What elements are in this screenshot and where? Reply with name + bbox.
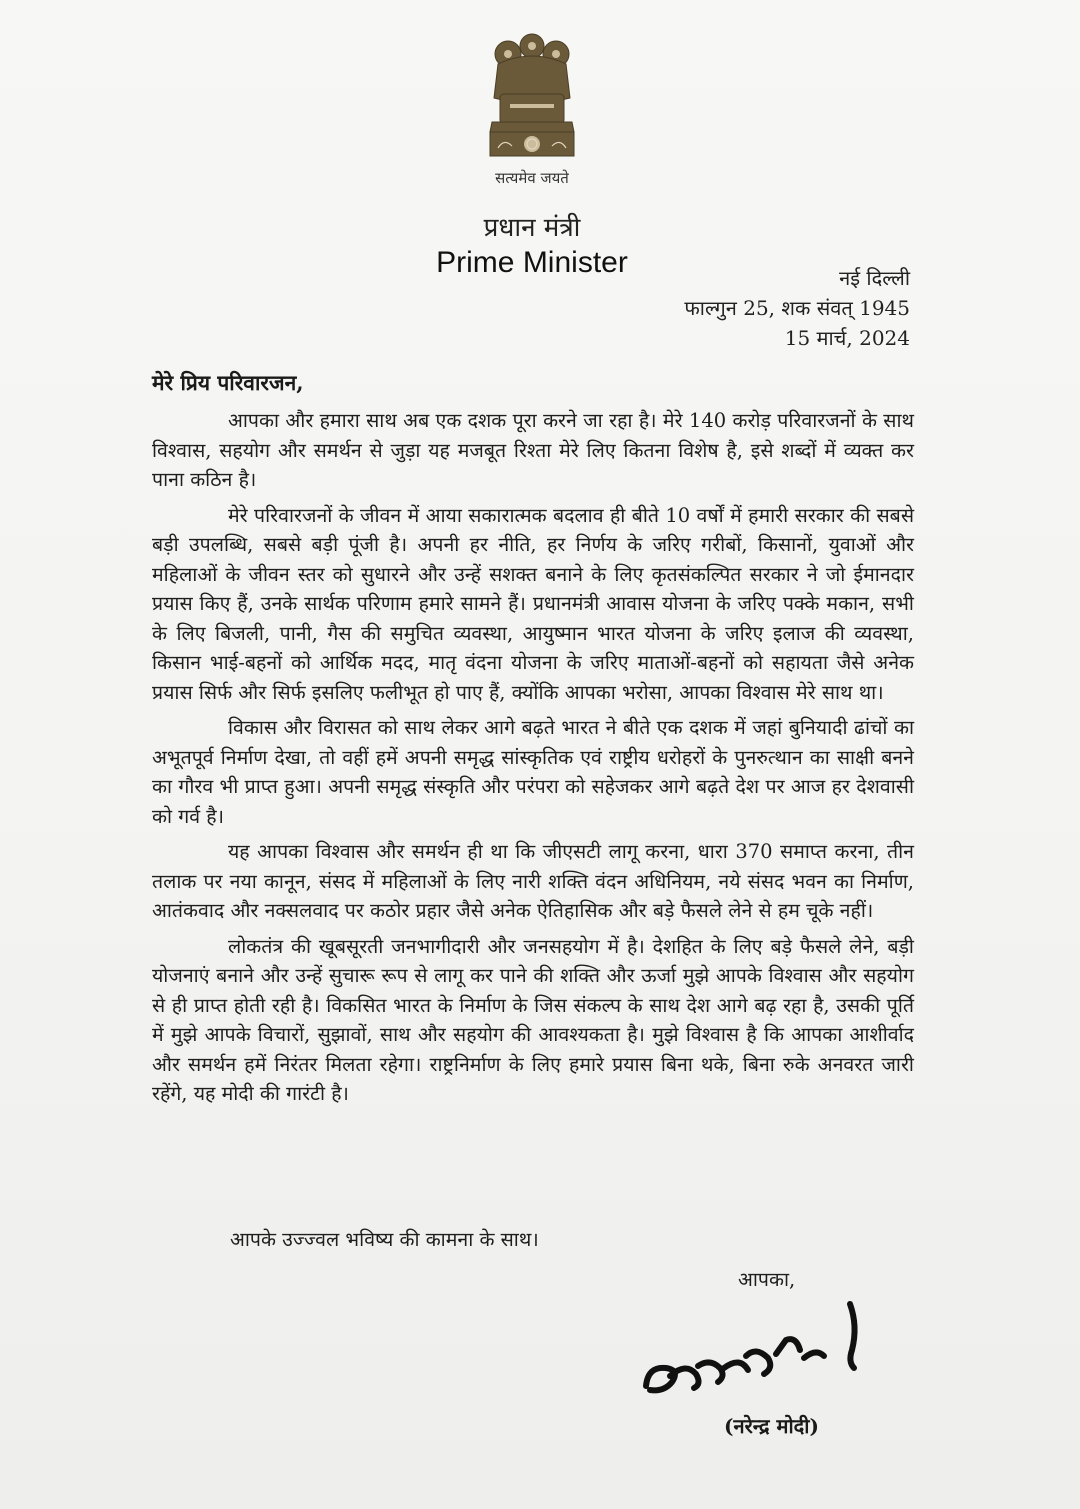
paragraph: विकास और विरासत को साथ लेकर आगे बढ़ते भारत ने बीते एक दशक में जहां बुनियादी ढांचों का अभूतपूर्व निर्माण देखा, तो वहीं हमें अपनी समृद्ध सांस्कृतिक एवं राष्ट्रीय धरोहरों के पुनरुत्थान का साक्षी बनने का गौरव भी प्राप्त हुआ। अपनी समृद्ध संस्कृति और परंपरा को सहेजकर आगे बढ़ते देश पर आज हर देशवासी को गर्व है। — [152, 716, 914, 828]
paragraph: यह आपका विश्वास और समर्थन ही था कि जीएसटी लागू करना, धारा 370 समाप्त करना, तीन तलाक पर नया कानून, संसद में महिलाओं के लिए नारी शक्ति वंदन अधिनियम, नये संसद भवन का निर्माण, आतंकवाद और नक्सलवाद पर कठोर प्रहार जैसे अनेक ऐतिहासिक और बड़े फैसले लेने से हम चूके नहीं। — [152, 840, 914, 922]
signatory-name: (नरेन्द्र मोदी) — [724, 1414, 819, 1438]
lion-capital-emblem-icon — [478, 28, 586, 188]
salutation: मेरे प्रिय परिवारजन, — [152, 370, 304, 395]
emblem-motto: सत्यमेव जयते — [495, 169, 569, 187]
date-gregorian: 15 मार्च, 2024 — [784, 326, 910, 350]
handwritten-signature-icon — [636, 1296, 866, 1400]
paragraph: आपका और हमारा साथ अब एक दशक पूरा करने जा रहा है। मेरे 140 करोड़ परिवारजनों के साथ विश्वास, सहयोग और समर्थन से जुड़ा यह मजबूत रिश्ता मेरे लिए कितना विशेष है, इसे शब्दों में व्यक्त कर पाना कठिन है। — [152, 409, 914, 491]
date-saka: फाल्गुन 25, शक संवत् 1945 — [684, 296, 910, 320]
yours-line: आपका, — [738, 1268, 796, 1291]
closing-line: आपके उज्ज्वल भविष्य की कामना के साथ। — [230, 1228, 539, 1251]
paragraph: मेरे परिवारजनों के जीवन में आया सकारात्मक बदलाव ही बीते 10 वर्षों में हमारी सरकार की सबसे बड़ी उपलब्धि, सबसे बड़ी पूंजी है। अपनी हर नीति, हर निर्णय के जरिए गरीबों, किसानों, युवाओं और महिलाओं के जीवन स्तर को सुधारने और उन्हें सशक्त बनाने के लिए कृतसंकल्पित सरकार ने जो ईमानदार प्रयास किए हैं, उनके सार्थक परिणाम हमारे सामने हैं। प्रधानमंत्री आवास योजना के जरिए पक्के मकान, सभी के लिए बिजली, पानी, गैस की समुचित व्यवस्था, आयुष्मान भारत योजना के जरिए इलाज की व्यवस्था, किसान भाई-बहनों को आर्थिक मदद, मातृ वंदना योजना के जरिए माताओं-बहनों को सहायता जैसे अनेक प्रयास सिर्फ और सिर्फ इसलिए फलीभूत हो पाए हैं, क्योंकि आपका भरोसा, आपका विश्वास मेरे साथ था। — [152, 503, 914, 704]
title-hindi: प्रधान मंत्री — [483, 213, 581, 243]
paragraph: लोकतंत्र की खूबसूरती जनभागीदारी और जनसहयोग में है। देशहित के लिए बड़े फैसले लेने, बड़ी योजनाएं बनाने और उन्हें सुचारू रूप से लागू कर पाने की शक्ति और ऊर्जा मुझे आपके विश्वास और सहयोग से ही प्राप्त होती रही है। विकसित भारत के निर्माण के जिस संकल्प के साथ देश आगे बढ़ रहा है, उसकी पूर्ति में मुझे आपके विचारों, सुझावों, साथ और सहयोग की आवश्यकता है। मुझे विश्वास है कि आपका आशीर्वाद और समर्थन हमें निरंतर मिलता रहेगा। राष्ट्रनिर्माण के लिए हमारे प्रयास बिना थके, बिना रुके अनवरत जारी रहेंगे, यह मोदी की गारंटी है। — [152, 934, 914, 1105]
date-place: नई दिल्ली — [839, 266, 910, 290]
date-block — [684, 263, 910, 353]
title-english: Prime Minister — [436, 246, 628, 279]
letter-body — [152, 406, 914, 1115]
